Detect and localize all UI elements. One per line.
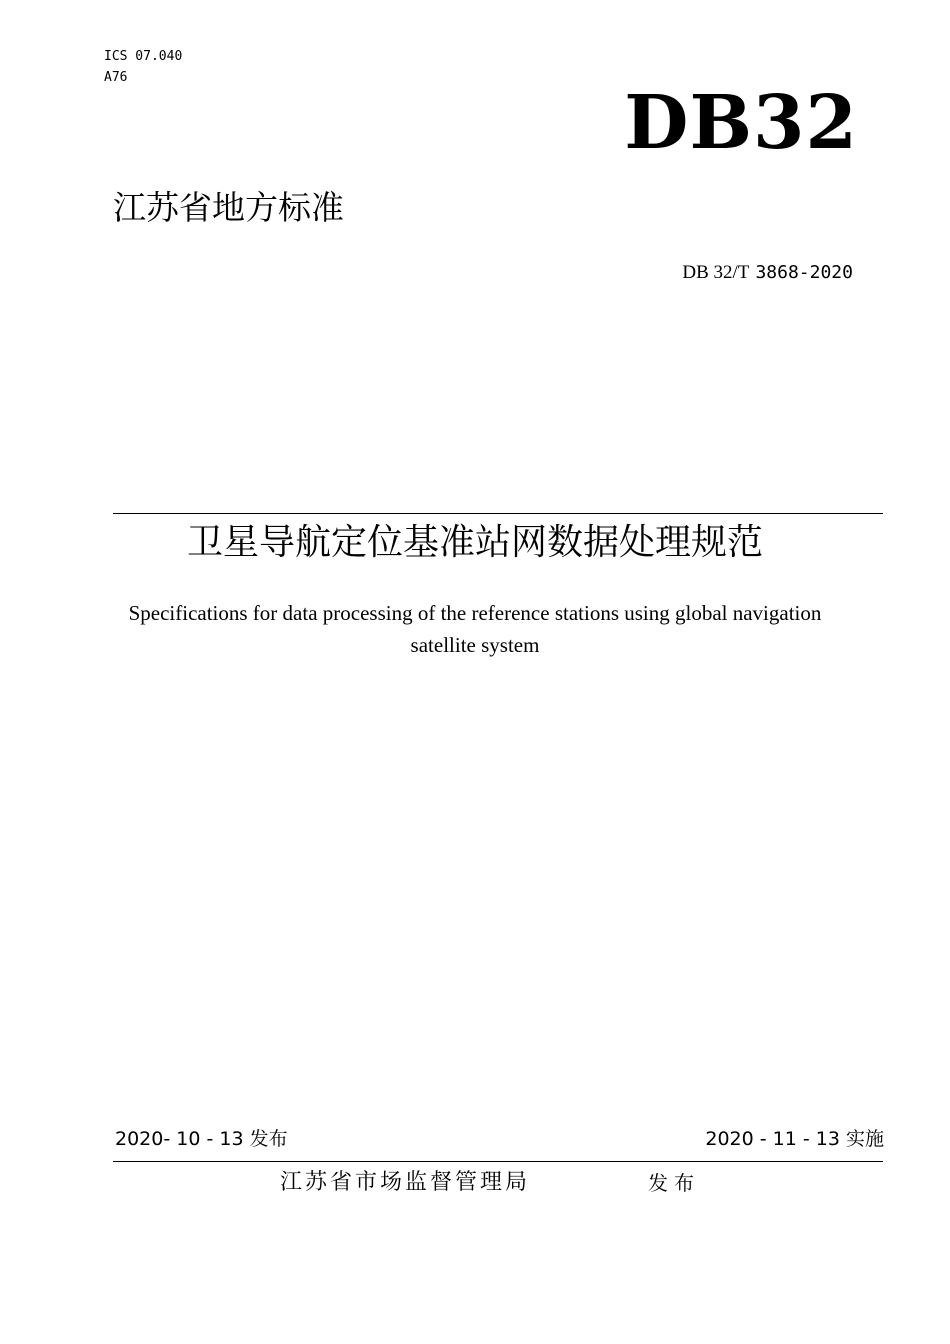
implementation-date: 2020 - 11 - 13 实施	[705, 1128, 884, 1150]
title-english	[0, 597, 950, 661]
standard-number	[682, 260, 853, 285]
top-divider	[113, 513, 883, 514]
standard-number-prefix: DB 32/T	[682, 262, 750, 283]
standard-logo: DB32	[624, 80, 858, 166]
standard-number-value: 3868-2020	[755, 262, 853, 283]
standard-type: 江苏省地方标准	[113, 188, 344, 227]
issue-date: 2020- 10 - 13 发布	[115, 1128, 288, 1150]
issuing-authority: 江苏省市场监督管理局	[280, 1170, 531, 1195]
issue-word: 发布	[648, 1171, 700, 1195]
title-chinese: 卫星导航定位基准站网数据处理规范	[186, 522, 763, 563]
title-english-line-1: Specifications for data processing of the reference stations using global navigation	[128, 601, 822, 625]
title-english-line-2: satellite system	[410, 633, 540, 657]
ccs-code: A76	[104, 70, 128, 85]
ics-code: ICS 07.040	[104, 49, 183, 64]
bottom-divider	[113, 1161, 883, 1162]
